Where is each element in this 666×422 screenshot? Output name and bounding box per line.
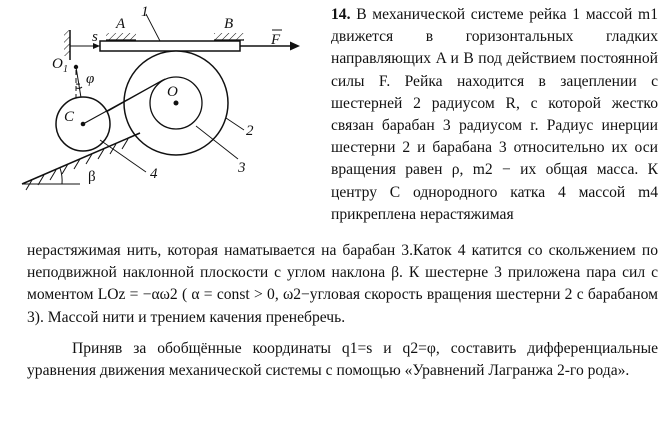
label-o: O	[167, 84, 178, 100]
left-wall	[64, 30, 70, 60]
label-f: F	[271, 32, 281, 48]
label-beta: β	[88, 169, 96, 185]
label-s: s	[92, 29, 98, 45]
problem-task: Приняв за обобщённые координаты q1=s и q2=φ, составить дифференциальные уравнения движения механической системы с помощью «Уравнений Лагранжа 2-го рода».	[27, 340, 658, 380]
label-o1: O	[52, 56, 63, 72]
label-a: A	[116, 16, 126, 32]
label-4: 4	[150, 166, 158, 182]
label-c: C	[64, 109, 75, 125]
guide-a	[106, 33, 136, 40]
mechanism-figure	[0, 0, 318, 232]
force-f-arrow	[240, 30, 300, 51]
label-1: 1	[141, 4, 149, 20]
guide-b	[214, 33, 244, 40]
label-o1-sub: 1	[63, 64, 68, 75]
problem-intro-text: В механической системе рейка 1 массой m1 движется в горизонтальных гладких направляющих A и B под действием постоянной силы F. Рейка находится в зацеплении с шестерней 2 радиусом R, с которой жестко связан барабан 3 радиусом r. Радиус инерции шестерни 2 и барабана 3 относительно их оси вращения равен ρ, m2 − их общая масса. К центру C однородного катка 4 массой m4 прикреплена нерастяжимая	[331, 6, 658, 223]
problem-continuation: нерастяжимая нить, которая наматывается на барабан 3.Каток 4 катится со скольжением по неподвижной наклонной плоскости с углом наклона β. К шестерне 3 приложена пара сил с моментом LOz = −αω2 ( α = const > 0, ω2−угловая скорость вращения шестерни 2 с барабаном 3). Массой нити и трением качения пренебречь.	[27, 242, 658, 326]
problem-number: 14.	[331, 6, 351, 23]
label-b: B	[224, 16, 234, 32]
problem-intro	[331, 4, 658, 226]
label-2: 2	[246, 123, 254, 139]
label-3: 3	[238, 160, 246, 176]
label-phi: φ	[86, 71, 95, 87]
